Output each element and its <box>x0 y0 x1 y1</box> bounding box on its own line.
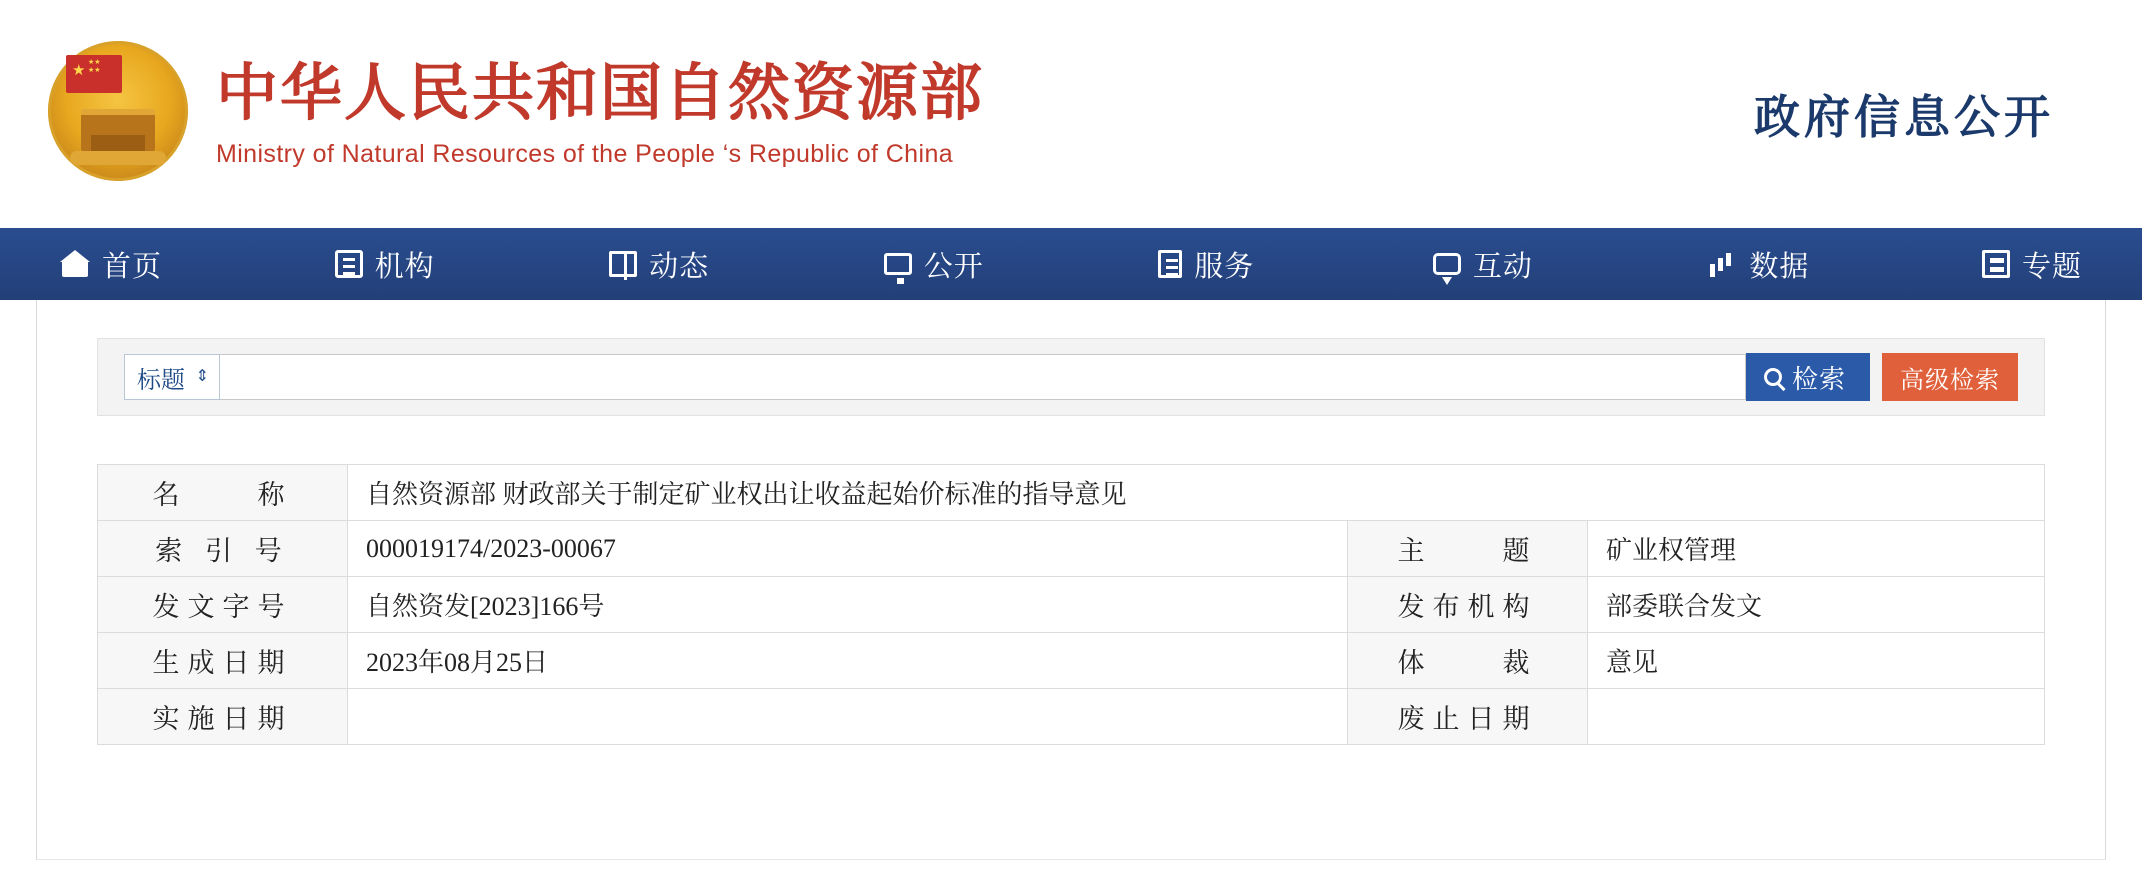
meta-value-createdate: 2023年08月25日 <box>348 633 1348 689</box>
meta-value-docnumber: 自然资发[2023]166号 <box>348 577 1348 633</box>
nav-label: 服务 <box>1194 250 1255 283</box>
nav-label: 互动 <box>1472 250 1533 283</box>
table-row <box>98 521 2045 577</box>
nav-item-interaction[interactable] <box>1433 244 1708 285</box>
chat-icon <box>1433 253 1461 275</box>
main-navigation <box>0 228 2142 300</box>
table-row <box>98 465 2045 521</box>
search-button-label: 检索 <box>1791 363 1846 394</box>
nav-item-news[interactable] <box>609 244 884 285</box>
meta-label-name: 名 称 <box>98 465 348 521</box>
nav-item-organization[interactable] <box>335 244 610 285</box>
search-scope-select[interactable] <box>124 354 220 400</box>
nav-item-disclosure[interactable] <box>884 244 1159 285</box>
search-input[interactable] <box>220 354 1746 400</box>
nav-item-home[interactable] <box>60 244 335 285</box>
search-bar <box>97 338 2045 416</box>
meta-value-issuer: 部委联合发文 <box>1588 577 2045 633</box>
search-button[interactable] <box>1746 353 1870 401</box>
meta-value-genre: 意见 <box>1588 633 2045 689</box>
nav-item-services[interactable] <box>1158 244 1433 285</box>
meta-label-genre: 体 裁 <box>1348 633 1588 689</box>
tiananmen-icon <box>81 109 155 151</box>
site-title-en: Ministry of Natural Resources of the People ‘s Republic of China <box>216 140 954 169</box>
site-title-cn: 中华人民共和国自然资源部 <box>216 59 985 128</box>
nav-label: 动态 <box>649 250 710 283</box>
screen-icon <box>884 253 912 275</box>
meta-value-index: 000019174/2023-00067 <box>348 521 1348 577</box>
meta-label-repealdate: 废止日期 <box>1348 689 1588 745</box>
meta-value-name: 自然资源部 财政部关于制定矿业权出让收益起始价标准的指导意见 <box>348 465 2045 521</box>
document-meta-table <box>97 464 2045 745</box>
chart-icon <box>1707 249 1737 279</box>
nav-label: 机构 <box>374 250 435 283</box>
meta-label-createdate: 生成日期 <box>98 633 348 689</box>
meta-label-docnumber: 发文字号 <box>98 577 348 633</box>
meta-label-issuer: 发布机构 <box>1348 577 1588 633</box>
meta-label-subject: 主 题 <box>1348 521 1588 577</box>
nav-label: 首页 <box>102 250 163 283</box>
big-star-icon: ★ <box>72 62 86 79</box>
search-scope-value: 标题 <box>137 366 185 394</box>
meta-value-repealdate <box>1588 689 2045 745</box>
page-body <box>0 300 2142 860</box>
flag-icon <box>66 55 122 93</box>
gear-icon <box>70 151 166 165</box>
table-row <box>98 633 2045 689</box>
nav-label: 专题 <box>2021 250 2082 283</box>
table-row <box>98 577 2045 633</box>
chevron-updown-icon: ⇕ <box>195 368 209 385</box>
national-emblem-icon <box>48 41 188 181</box>
advanced-search-button[interactable]: 高级检索 <box>1882 353 2018 401</box>
search-icon <box>1764 368 1782 386</box>
content-panel <box>36 300 2106 860</box>
nav-label: 公开 <box>923 250 984 283</box>
document-icon <box>1158 250 1182 278</box>
news-icon <box>1982 250 2010 278</box>
site-titles <box>216 59 984 169</box>
site-header <box>0 0 2142 228</box>
meta-value-effectivedate <box>348 689 1348 745</box>
meta-label-effectivedate: 实施日期 <box>98 689 348 745</box>
page-title: 政府信息公开 <box>1754 92 2054 143</box>
nav-item-data[interactable] <box>1707 244 1982 285</box>
home-icon <box>60 249 90 279</box>
table-row <box>98 689 2045 745</box>
meta-label-index: 索 引 号 <box>98 521 348 577</box>
nav-item-topics[interactable] <box>1982 244 2082 285</box>
meta-value-subject: 矿业权管理 <box>1588 521 2045 577</box>
organization-icon <box>335 250 363 278</box>
small-stars-icon: ★★ ★★ <box>88 59 101 74</box>
book-icon <box>609 251 637 277</box>
nav-label: 数据 <box>1749 250 1810 283</box>
